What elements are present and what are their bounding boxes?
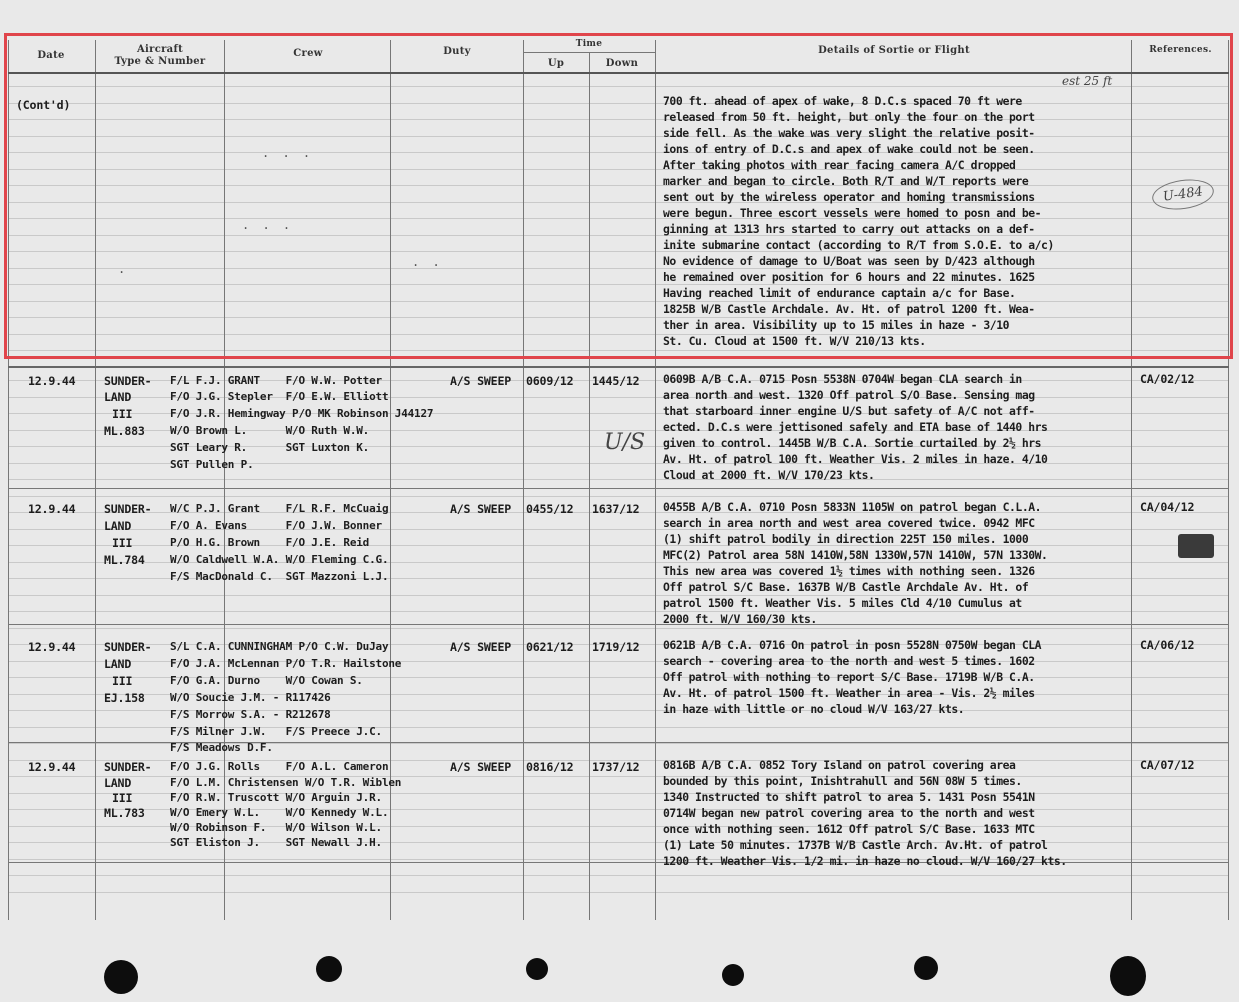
header-time-down: Down bbox=[605, 58, 639, 69]
time-up: 0609/12 bbox=[526, 374, 574, 388]
ruled-line bbox=[8, 595, 1229, 596]
punch-hole bbox=[722, 964, 744, 986]
detail-line: 0714W began new patrol covering area to the north and west bbox=[663, 806, 1035, 820]
aircraft-line: III bbox=[112, 674, 133, 688]
aircraft-line: III bbox=[112, 407, 133, 421]
aircraft-line: ML.783 bbox=[104, 806, 145, 820]
detail-line: he remained over position for 6 hours and 22 minutes. 1625 bbox=[663, 270, 1035, 284]
punch-hole bbox=[1110, 956, 1146, 996]
detail-line: 0609B A/B C.A. 0715 Posn 5538N 0704W began CLA search in bbox=[663, 372, 1022, 386]
duty: A/S SWEEP bbox=[450, 374, 512, 388]
aircraft-line: ML.784 bbox=[104, 553, 145, 567]
crew-line: F/O R.W. Truscott W/O Arguin J.R. bbox=[170, 791, 382, 804]
detail-line: that starboard inner engine U/S but safety of A/C not aff- bbox=[663, 404, 1035, 418]
time-down: 1737/12 bbox=[592, 760, 640, 774]
ruled-line bbox=[8, 628, 1229, 629]
ruled-line bbox=[8, 875, 1229, 876]
detail-line: 1200 ft. Weather Vis. 1/2 mi. in haze no cloud. W/V 160/27 kts. bbox=[663, 854, 1067, 868]
crew-line: F/S Morrow S.A. - R212678 bbox=[170, 708, 331, 721]
detail-line: Av. Ht. of patrol 100 ft. Weather Vis. 2 miles in haze. 4/10 bbox=[663, 452, 1048, 466]
header-date: Date bbox=[37, 50, 65, 61]
margin-note: U-484 bbox=[1150, 176, 1215, 213]
detail-line: were begun. Three escort vessels were homed to posn and be- bbox=[663, 206, 1042, 220]
detail-line: marker and began to circle. Both R/T and W/T reports were bbox=[663, 174, 1029, 188]
ruled-line bbox=[8, 892, 1229, 893]
detail-line: Cloud at 2000 ft. W/V 170/23 kts. bbox=[663, 468, 875, 482]
detail-line: inite submarine contact (according to R/T from S.O.E. to a/c) bbox=[663, 238, 1054, 252]
crew-line: F/L F.J. GRANT F/O W.W. Potter bbox=[170, 374, 382, 387]
reference: CA/06/12 bbox=[1140, 638, 1195, 652]
detail-line: area north and west. 1320 Off patrol S/O Base. Sensing mag bbox=[663, 388, 1035, 402]
detail-line: given to control. 1445B W/B C.A. Sortie curtailed by 2½ hrs bbox=[663, 436, 1042, 450]
detail-line: search - covering area to the north and west 5 times. 1602 bbox=[663, 654, 1035, 668]
aircraft-line: SUNDER- bbox=[104, 640, 152, 654]
crew-line: SGT Pullen P. bbox=[170, 458, 254, 471]
aircraft-line: EJ.158 bbox=[104, 691, 145, 705]
detail-line: 0816B A/B C.A. 0852 Tory Island on patrol covering area bbox=[663, 758, 1016, 772]
detail-line: ther in area. Visibility up to 15 miles in haze - 3/10 bbox=[663, 318, 1010, 332]
detail-line: Av. Ht. of patrol 1500 ft. Weather in area - Vis. 2½ miles bbox=[663, 686, 1035, 700]
detail-line: patrol 1500 ft. Weather Vis. 5 miles Cld 4/10 Cumulus at bbox=[663, 596, 1022, 610]
margin-note: U/S bbox=[604, 430, 646, 455]
aircraft-line: ML.883 bbox=[104, 424, 145, 438]
detail-line: Having reached limit of endurance captain a/c for Base. bbox=[663, 286, 1016, 300]
detail-line: in haze with little or no cloud W/V 163/27 kts. bbox=[663, 702, 965, 716]
crew-line: F/S Meadows D.F. bbox=[170, 741, 273, 754]
detail-line: After taking photos with rear facing camera A/C dropped bbox=[663, 158, 1016, 172]
ruled-line bbox=[8, 611, 1229, 612]
entry-date: 12.9.44 bbox=[28, 502, 76, 516]
crew-line: SGT Leary R. SGT Luxton K. bbox=[170, 441, 370, 454]
duty: A/S SWEEP bbox=[450, 640, 512, 654]
detail-line: once with nothing seen. 1612 Off patrol S/C Base. 1633 MTC bbox=[663, 822, 1035, 836]
time-up: 0816/12 bbox=[526, 760, 574, 774]
continued-date: (Cont'd) bbox=[16, 98, 71, 112]
stamp-mark bbox=[1178, 534, 1214, 558]
dot-marks: . . . bbox=[262, 146, 314, 160]
dot-marks: . bbox=[118, 262, 129, 276]
entry-rule bbox=[8, 624, 1229, 625]
time-down: 1445/12 bbox=[592, 374, 640, 388]
crew-line: W/O Caldwell W.A. W/O Fleming C.G. bbox=[170, 553, 389, 566]
crew-line: W/O Brown L. W/O Ruth W.W. bbox=[170, 424, 370, 437]
crew-line: F/S Milner J.W. F/S Preece J.C. bbox=[170, 725, 382, 738]
detail-line: 2000 ft. W/V 160/30 kts. bbox=[663, 612, 817, 626]
detail-line: 1340 Instructed to shift patrol to area 5. 1431 Posn 5541N bbox=[663, 790, 1035, 804]
ruled-line bbox=[8, 496, 1229, 497]
detail-line: (1) shift patrol bodily in direction 225T 150 miles. 1000 bbox=[663, 532, 1029, 546]
punch-hole bbox=[316, 956, 342, 982]
detail-line: MFC(2) Patrol area 58N 1410W,58N 1330W,57N 1410W, 57N 1330W. bbox=[663, 548, 1048, 562]
aircraft-line: LAND bbox=[104, 776, 132, 790]
aircraft-line: LAND bbox=[104, 519, 132, 533]
ruled-line bbox=[8, 479, 1229, 480]
crew-line: F/O J.R. Hemingway P/O MK Robinson J44127 bbox=[170, 407, 434, 420]
header-references: References. bbox=[1149, 45, 1212, 55]
detail-line: No evidence of damage to U/Boat was seen by D/423 although bbox=[663, 254, 1035, 268]
crew-line: W/C P.J. Grant F/L R.F. McCuaig bbox=[170, 502, 389, 515]
highlight-box bbox=[4, 33, 1233, 359]
detail-line: This new area was covered 1½ times with nothing seen. 1326 bbox=[663, 564, 1035, 578]
duty: A/S SWEEP bbox=[450, 760, 512, 774]
header-time-up: Up bbox=[547, 58, 565, 69]
header-aircraft: Aircraft Type & Number bbox=[114, 44, 206, 67]
detail-line: ginning at 1313 hrs started to carry out attacks on a def- bbox=[663, 222, 1035, 236]
aircraft-line: LAND bbox=[104, 657, 132, 671]
reference: CA/07/12 bbox=[1140, 758, 1195, 772]
crew-line: W/O Robinson F. W/O Wilson W.L. bbox=[170, 821, 382, 834]
dot-marks: . . bbox=[412, 255, 443, 269]
entry-rule bbox=[8, 488, 1229, 489]
detail-line: released from 50 ft. height, but only the four on the port bbox=[663, 110, 1035, 124]
detail-line: search in area north and west area covered twice. 0942 MFC bbox=[663, 516, 1035, 530]
time-down: 1719/12 bbox=[592, 640, 640, 654]
crew-line: W/O Soucie J.M. - R117426 bbox=[170, 691, 331, 704]
punch-hole bbox=[104, 960, 138, 994]
crew-line: SGT Eliston J. SGT Newall J.H. bbox=[170, 836, 382, 849]
aircraft-line: III bbox=[112, 791, 133, 805]
detail-line: Off patrol with nothing to report S/C Base. 1719B W/B C.A. bbox=[663, 670, 1035, 684]
header-time: Time bbox=[575, 39, 603, 49]
detail-line: 0455B A/B C.A. 0710 Posn 5833N 1105W on patrol began C.L.A. bbox=[663, 500, 1042, 514]
entry-date: 12.9.44 bbox=[28, 760, 76, 774]
aircraft-line: LAND bbox=[104, 390, 132, 404]
handwritten-annotation: est 25 ft bbox=[1062, 74, 1113, 88]
time-up: 0621/12 bbox=[526, 640, 574, 654]
crew-line: F/O J.G. Rolls F/O A.L. Cameron bbox=[170, 760, 389, 773]
aircraft-line: SUNDER- bbox=[104, 760, 152, 774]
reference: CA/04/12 bbox=[1140, 500, 1195, 514]
reference: CA/02/12 bbox=[1140, 372, 1195, 386]
crew-line: P/O H.G. Brown F/O J.E. Reid bbox=[170, 536, 370, 549]
time-down: 1637/12 bbox=[592, 502, 640, 516]
detail-line: bounded by this point, Inishtrahull and 56N 08W 5 times. bbox=[663, 774, 1022, 788]
header-details: Details of Sortie or Flight bbox=[818, 45, 970, 56]
detail-line: ected. D.C.s were jettisoned safely and ETA base of 1440 hrs bbox=[663, 420, 1048, 434]
detail-line: side fell. As the wake was very slight the relative posit- bbox=[663, 126, 1035, 140]
detail-line: 700 ft. ahead of apex of wake, 8 D.C.s spaced 70 ft were bbox=[663, 94, 1022, 108]
crew-line: F/O J.G. Stepler F/O E.W. Elliott bbox=[170, 390, 389, 403]
crew-line: F/O J.A. McLennan P/O T.R. Hailstone bbox=[170, 657, 402, 670]
dot-marks: . . . bbox=[242, 218, 294, 232]
aircraft-line: SUNDER- bbox=[104, 374, 152, 388]
header-crew: Crew bbox=[293, 48, 323, 59]
detail-line: ions of entry of D.C.s and apex of wake could not be seen. bbox=[663, 142, 1035, 156]
detail-line: sent out by the wireless operator and homing transmissions bbox=[663, 190, 1035, 204]
crew-line: W/O Emery W.L. W/O Kennedy W.L. bbox=[170, 806, 389, 819]
detail-line: Off patrol S/C Base. 1637B W/B Castle Archdale Av. Ht. of bbox=[663, 580, 1029, 594]
crew-line: S/L C.A. CUNNINGHAM P/O C.W. DuJay bbox=[170, 640, 389, 653]
crew-line: F/O L.M. Christensen W/O T.R. Wiblen bbox=[170, 776, 402, 789]
detail-line: 1825B W/B Castle Archdale. Av. Ht. of patrol 1200 ft. Wea- bbox=[663, 302, 1035, 316]
crew-line: F/O A. Evans F/O J.W. Bonner bbox=[170, 519, 382, 532]
detail-line: St. Cu. Cloud at 1500 ft. W/V 210/13 kts. bbox=[663, 334, 926, 348]
section-rule bbox=[8, 366, 1229, 368]
detail-line: 0621B A/B C.A. 0716 On patrol in posn 5528N 0750W began CLA bbox=[663, 638, 1042, 652]
crew-line: F/S MacDonald C. SGT Mazzoni L.J. bbox=[170, 570, 389, 583]
header-duty: Duty bbox=[443, 46, 471, 57]
time-up: 0455/12 bbox=[526, 502, 574, 516]
entry-date: 12.9.44 bbox=[28, 374, 76, 388]
crew-line: F/O G.A. Durno W/O Cowan S. bbox=[170, 674, 363, 687]
detail-line: (1) Late 50 minutes. 1737B W/B Castle Arch. Av.Ht. of patrol bbox=[663, 838, 1048, 852]
duty: A/S SWEEP bbox=[450, 502, 512, 516]
entry-date: 12.9.44 bbox=[28, 640, 76, 654]
aircraft-line: SUNDER- bbox=[104, 502, 152, 516]
aircraft-line: III bbox=[112, 536, 133, 550]
punch-hole bbox=[914, 956, 938, 980]
punch-hole bbox=[526, 958, 548, 980]
